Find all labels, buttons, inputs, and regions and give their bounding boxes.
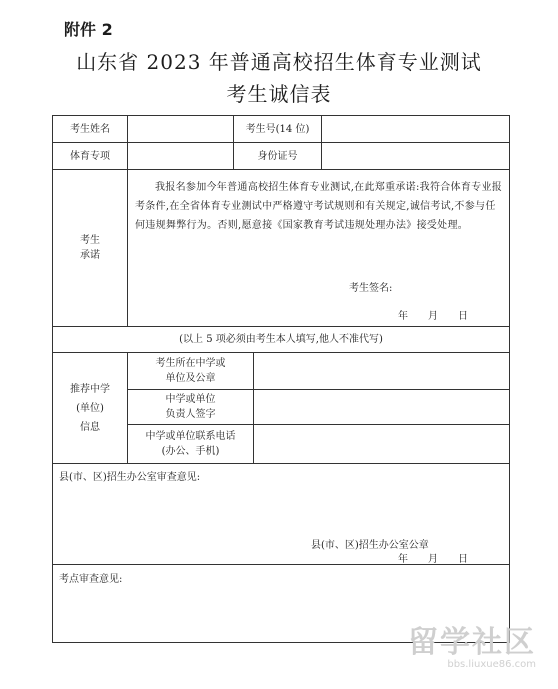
- principal-sign-field[interactable]: [254, 390, 509, 424]
- sport-label: 体育专项: [70, 150, 110, 162]
- school-name-field[interactable]: [254, 353, 509, 389]
- school-phone-field[interactable]: [254, 425, 509, 463]
- id-number-field[interactable]: [322, 143, 509, 169]
- attachment-label: 附件 2: [64, 20, 113, 39]
- self-fill-note: (以上 5 项必须由考生本人填写,他人不准代写): [179, 334, 383, 345]
- signature-label: 考生签名:: [349, 283, 393, 294]
- exam-number-field[interactable]: [322, 116, 509, 142]
- name-field[interactable]: [128, 116, 233, 142]
- principal-sign-label: 中学或单位 负责人签字: [165, 394, 216, 420]
- row-divider: [53, 463, 509, 464]
- school-section-label: 推荐中学 (单位) 信息: [70, 383, 110, 433]
- sport-field[interactable]: [128, 143, 233, 169]
- pledge-label: 考生 承诺: [80, 235, 100, 261]
- school-name-label: 考生所在中学或 单位及公章: [155, 358, 226, 384]
- county-date: 年 月 日: [398, 554, 468, 565]
- id-number-label: 身份证号: [257, 150, 298, 162]
- school-phone-label: 中学或单位联系电话 (办公、手机): [145, 431, 236, 457]
- integrity-form-table: [52, 115, 510, 643]
- watermark-url: bbs.liuxue86.com: [447, 659, 536, 670]
- county-review-label: 县(市、区)招生办公室审查意见:: [59, 472, 201, 483]
- site-review-label: 考点审查意见:: [59, 574, 123, 585]
- document-subtitle: 考生诚信表: [226, 82, 332, 106]
- pledge-date: 年 月 日: [398, 311, 468, 322]
- name-label: 考生姓名: [70, 123, 110, 135]
- watermark: [408, 627, 536, 671]
- document-title: 山东省 2023 年普通高校招生体育专业测试: [76, 50, 482, 74]
- county-seal-label: 县(市、区)招生办公室公章: [311, 540, 429, 551]
- watermark-logo: 留学社区: [408, 625, 536, 660]
- pledge-text: 我报名参加今年普通高校招生体育专业测试,在此郑重承诺:我符合体育专业报考条件,在全省体育专业测试中严格遵守考试规则和有关规定,诚信考试,不参与任何违规舞弊行为。否则,愿意接《国家教育考试违规处理办法》接受处理。: [135, 182, 503, 231]
- exam-number-label: 考生号(14 位): [245, 123, 310, 135]
